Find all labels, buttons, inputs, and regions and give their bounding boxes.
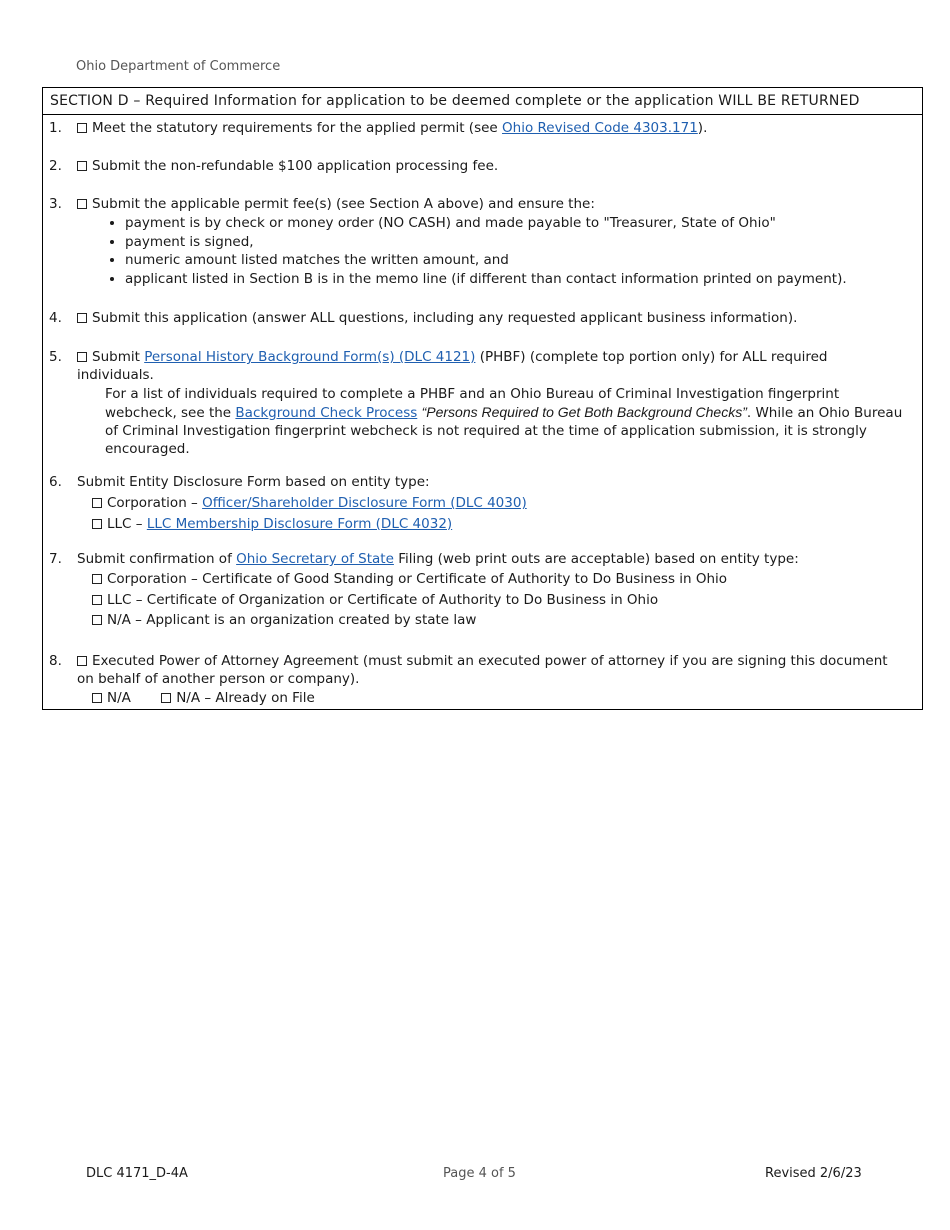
option-llc: LLC – LLC Membership Disclosure Form (DLC 4032) (92, 514, 907, 535)
section-d-box: SECTION D – Required Information for application to be deemed complete or the application WILL BE RETURNED 1. Meet the statutory requirements for the applied permit (see Ohio Revised Code 4303.171). 2. Submit the non-refundable $100 application processing fee. 3. Submit the applicable permit fee(s) (see Section A above) and ensure the: • payment is by check or money order (NO CASH) and made payable to "Treasurer, State of Ohio" • payment is signed, • numeric amount listed matches the written amount, and • applicant listed in Section B is in the memo line (if different than contact information printed on payment). 4. Submit this application (answer ALL questions, including any requested applicant business information). 5. Submit Personal History Background Form(s) (DLC 4121) (PHBF) (complete top portion only) for ALL required individuals. For a list of individuals required to complete a PHBF and an Ohio Bureau of Criminal Investigation fingerprint webcheck, see the Background Check Process “Persons Required to Get Both Background Checks”. While an Ohio Bureau of Criminal Investigation fingerprint webcheck is not required at the time of application submission, it is strongly encouraged. 6. Submit Entity Disclosure Form based on entity type: Corporation – Officer/Shareholder Disclosure Form (DLC 4030) LLC – LLC Membership Disclosure Form (DLC 4032) 7. Submit confirmation of Ohio Secretary of State Filing (web print outs are acceptable) based on entity type: Corporation – Certificate of Good Standing or Certificate of Authority to Do Business in Ohio LLC – Certificate of Organization or Certificate of Authority to Do Business in Ohio N/A – Applicant is an organization created by state law 8. Executed Power of Attorney Agreement (must submit an executed power of attorney if you are signing this document on behalf of another person or company). N/A N/A – Already on File (42, 87, 923, 710)
checkbox[interactable] (92, 693, 102, 703)
item-number: 6. (49, 474, 62, 490)
payment-requirements-list (77, 214, 907, 288)
option-na: N/A – Applicant is an organization created by state law (92, 610, 907, 631)
background-check-note: For a list of individuals required to complete a PHBF and an Ohio Bureau of Criminal Investigation fingerprint webcheck, see the Background Check Process “Persons Required to Get Both Background Checks”. While an Ohio Bureau of Criminal Investigation fingerprint webcheck is not required at the time of application submission, it is strongly encouraged. (105, 386, 903, 457)
checkbox[interactable] (77, 161, 87, 171)
item-number: 2. (49, 158, 62, 174)
item-number: 5. (49, 349, 62, 365)
revised-date: Revised 2/6/23 (765, 1166, 862, 1181)
item-number: 1. (49, 120, 62, 136)
checkbox[interactable] (161, 693, 171, 703)
checkbox[interactable] (92, 574, 102, 584)
item-number: 8. (49, 653, 62, 669)
item-number: 3. (49, 196, 62, 212)
list-item: • applicant listed in Section B is in the memo line (if different than contact information printed on payment). (125, 270, 907, 289)
item-number: 4. (49, 310, 62, 326)
secretary-of-state-link[interactable]: Ohio Secretary of State (236, 551, 394, 567)
option-llc: LLC – Certificate of Organization or Certificate of Authority to Do Business in Ohio (92, 590, 907, 611)
checkbox[interactable] (77, 123, 87, 133)
checkbox[interactable] (92, 615, 102, 625)
list-item: • numeric amount listed matches the written amount, and (125, 251, 907, 270)
power-of-attorney-options: N/A N/A – Already on File (92, 688, 907, 709)
form-id: DLC 4171_D-4A (86, 1166, 188, 1181)
agency-name: Ohio Department of Commerce (76, 59, 281, 74)
checkbox[interactable] (77, 313, 87, 323)
checkbox[interactable] (77, 656, 87, 666)
option-corporation: Corporation – Officer/Shareholder Disclosure Form (DLC 4030) (92, 493, 907, 514)
item-number: 7. (49, 551, 62, 567)
checkbox[interactable] (92, 595, 102, 605)
list-item: • payment is signed, (125, 233, 907, 252)
option-corporation: Corporation – Certificate of Good Standing or Certificate of Authority to Do Business in Ohio (92, 569, 907, 590)
page-number: Page 4 of 5 (443, 1166, 516, 1181)
checkbox[interactable] (77, 352, 87, 362)
background-check-process-link[interactable]: Background Check Process (235, 405, 418, 421)
section-title: SECTION D – Required Information for application to be deemed complete or the application WILL BE RETURNED (43, 88, 922, 115)
officer-shareholder-form-link[interactable]: Officer/Shareholder Disclosure Form (DLC 4030) (202, 495, 527, 511)
checkbox[interactable] (92, 498, 102, 508)
llc-membership-form-link[interactable]: LLC Membership Disclosure Form (DLC 4032) (146, 515, 453, 532)
ohio-revised-code-link[interactable]: Ohio Revised Code 4303.171 (502, 120, 698, 136)
personal-history-form-link[interactable]: Personal History Background Form(s) (DLC 4121) (144, 349, 476, 365)
checkbox[interactable] (77, 199, 87, 209)
list-item: • payment is by check or money order (NO CASH) and made payable to "Treasurer, State of Ohio" (125, 214, 907, 233)
checkbox[interactable] (92, 519, 102, 529)
